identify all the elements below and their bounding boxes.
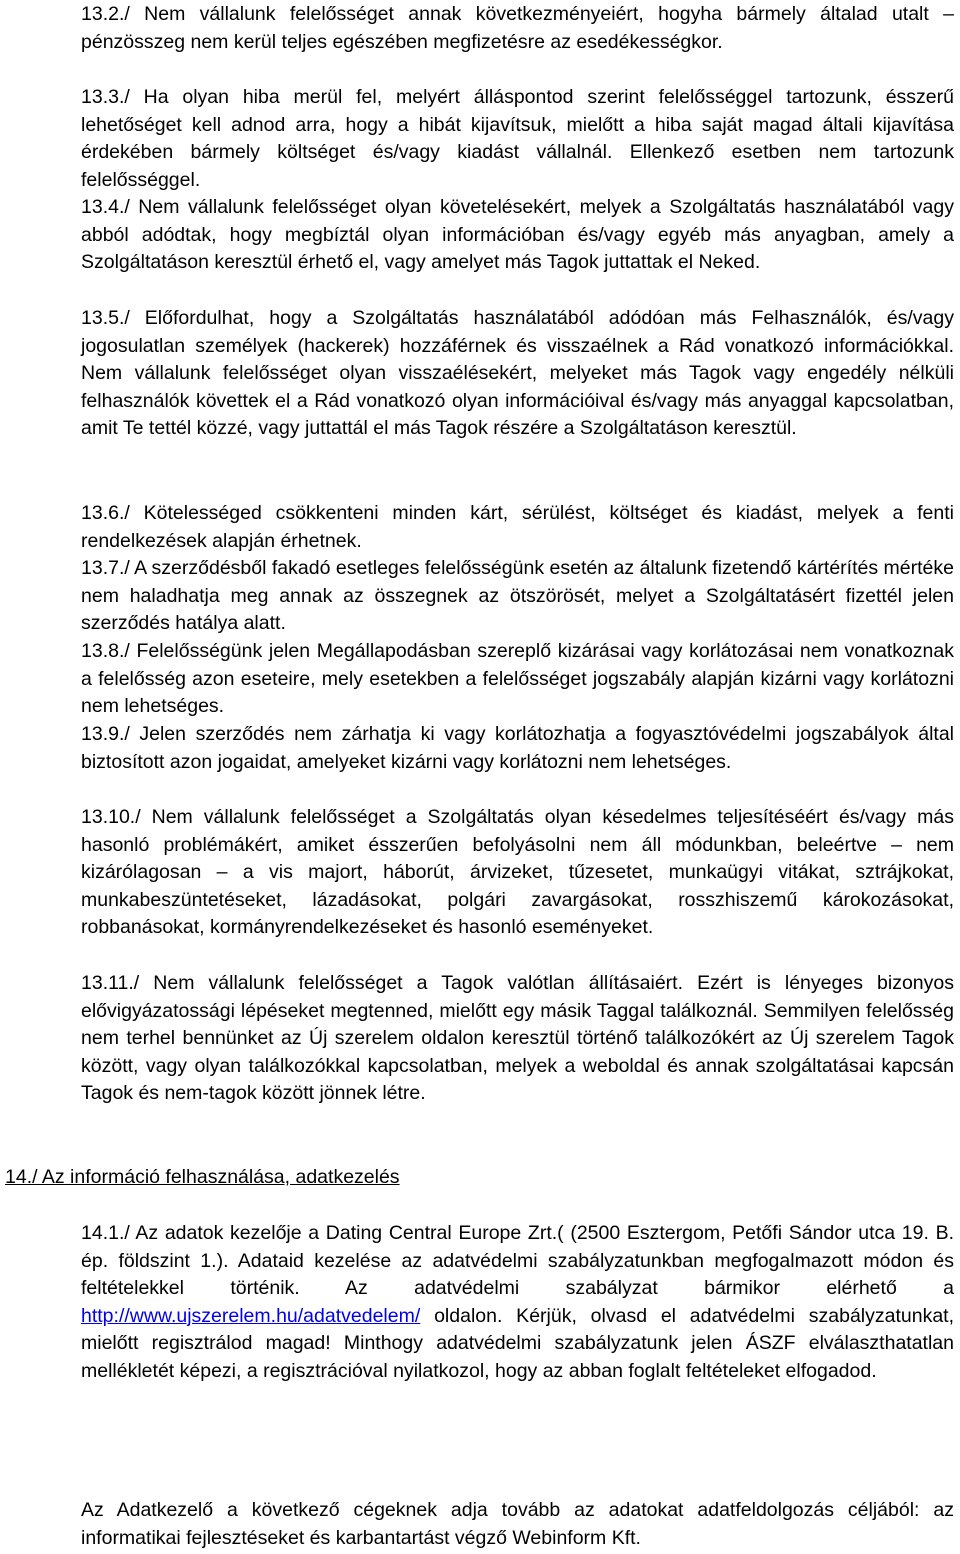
paragraph-13-6: 13.6./ Kötelességed csökkenteni minden kárt, sérülést, költséget és kiadást, melyek a fenti rendelkezések alapján érhetnek. [81, 502, 954, 552]
paragraph-data-processors: Az Adatkezelő a következő cégeknek adja tovább az adatokat adatfeldolgozás céljából: az informatikai fejlesztéseket és karbantartást végző Webinform Kft. [81, 1499, 954, 1549]
paragraph-13-5: 13.5./ Előfordulhat, hogy a Szolgáltatás használatából adódóan más Felhasználók, és/vagy jogosulatlan személyek (hackerek) hozzáférnek és visszaélnek a Rád vonatkozó információkkal. Nem vállalunk felelősséget olyan visszaélésekért, melyeket más Tagok vagy engedély nélküli felhasználók követtek el a Rád vonatkozó olyan információival és/vagy más anyaggal kapcsolatban, amit Te tettél közzé, vagy juttattál el más Tagok részére a Szolgáltatáson keresztül. [81, 307, 954, 440]
paragraph-13-10: 13.10./ Nem vállalunk felelősséget a Szolgáltatás olyan késedelmes teljesítéséért és/vagy más hasonló problémákért, amiket ésszerűen befolyásolni nem áll módunkban, beleértve – nem kizárólagosan – a vis majort, háborút, árvizeket, tűzesetet, munkaügyi vitákat, sztrájkokat, munkabeszüntetéseket, lázadásokat, polgári zavargásokat, rosszhiszemű károkozásokat, robbanásokat, kormányrendelkezéseket és hasonló eseményeket. [81, 806, 954, 939]
paragraph-13-2: 13.2./ Nem vállalunk felelősséget annak következményeiért, hogyha bármely általad utalt – pénzösszeg nem kerül teljes egészében megfizetésre az esedékességkor. [81, 3, 954, 53]
paragraph-13-4: 13.4./ Nem vállalunk felelősséget olyan követelésekért, melyek a Szolgáltatás használatából vagy abból adódtak, hogy megbíztál olyan információban és/vagy egyéb más anyagban, amely a Szolgáltatáson keresztül érhető el, vagy amelyet más Tagok juttattak el Neked. [81, 196, 954, 274]
privacy-policy-link[interactable]: http://www.ujszerelem.hu/adatvedelem/ [81, 1304, 421, 1327]
paragraph-13-11: 13.11./ Nem vállalunk felelősséget a Tagok valótlan állításaiért. Ezért is lényeges bizonyos elővigyázatossági lépéseket megtenned, mielőtt egy másik Taggal találkoznál. Semmilyen felelősség nem terhel bennünket az Új szerelem oldalon keresztül történő találkozókért az Új szerelem Tagok között, vagy olyan találkozókkal kapcsolatban, melyek a weboldal és annak szolgáltatásai kapcsán Tagok és nem-tagok között jönnek létre. [81, 972, 954, 1105]
paragraph-13-3: 13.3./ Ha olyan hiba merül fel, melyért álláspontod szerint felelősséggel tartozunk, ésszerű lehetőséget kell adnod arra, hogy a hibát kijavítsuk, mielőtt a hiba saját magad általi kijavítása érdekében bármely költséget és/vagy kiadást vállalnál. Ellenkező esetben nem tartozunk felelősséggel. [81, 86, 954, 191]
paragraph-14-1-text: 14.1./ Az adatok kezelője a Dating Central Europe Zrt.( (2500 Esztergom, Petőfi Sándor utca 19. B. ép. földszint 1.). Adataid kezelése az adatvédelmi szabályzatunkban megfogalmazott módon és feltételekkel történik. Az adatvédelmi szabályzat bármikor elérhető a [81, 1222, 954, 1300]
paragraph-13-7: 13.7./ A szerződésből fakadó esetleges felelősségünk esetén az általunk fizetendő kártérítés mértéke nem haladhatja meg annak az összegnek az ötszörösét, melyet a Szolgáltatásért fizettél jelen szerződés hatálya alatt. [81, 557, 954, 635]
paragraph-14-1 [81, 1220, 954, 1386]
paragraph-13-8: 13.8./ Felelősségünk jelen Megállapodásban szereplő kizárásai vagy korlátozásai nem vonatkoznak a felelősség azon eseteire, mely esetekben a felelősséget jogszabály alapján kizárni vagy korlátozni nem lehetséges. [81, 640, 954, 718]
paragraph-14-1-text-continued: oldalon. Kérjük, olvasd el adatvédelmi szabályzatunkat, mielőtt regisztrálod magad! Minthogy adatvédelmi szabályzatunk jelen ÁSZF elválaszthatatlan mellékletét képezi, a regisztrációval nyilatkozol, hogy az abban foglalt feltételeket elfogadod. [81, 1304, 955, 1382]
section-14-heading: 14./ Az információ felhasználása, adatkezelés [5, 1166, 400, 1188]
paragraph-13-9: 13.9./ Jelen szerződés nem zárhatja ki vagy korlátozhatja a fogyasztóvédelmi jogszabályok által biztosított azon jogaidat, amelyeket kizárni vagy korlátozni nem lehetséges. [81, 723, 954, 773]
